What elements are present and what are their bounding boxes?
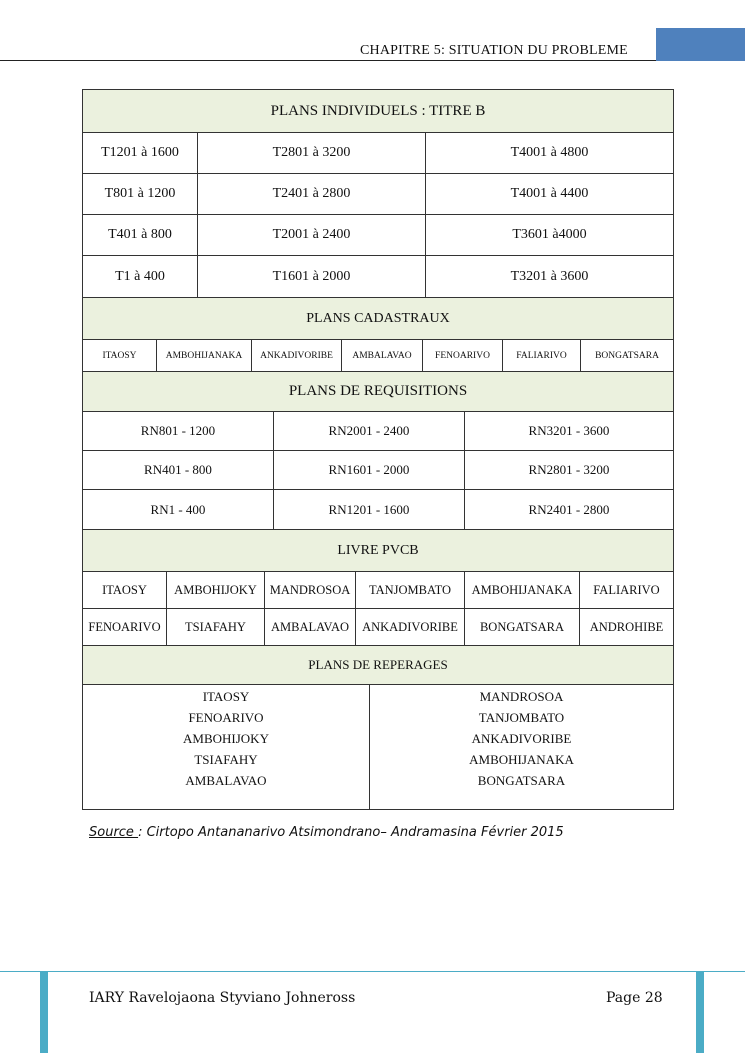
reperages-left-column <box>83 685 370 809</box>
list-item: BONGATSARA <box>477 773 566 788</box>
table-cell: RN801 - 1200 <box>83 412 274 450</box>
table-cell: MANDROSOA <box>265 572 356 608</box>
table-row <box>83 133 673 174</box>
table-row <box>83 174 673 215</box>
table-header: PLANS DE REPERAGES <box>83 646 673 685</box>
table-cell: AMBOHIJANAKA <box>465 572 580 608</box>
table-cell: TSIAFAHY <box>167 609 265 646</box>
table-cell: T2801 à 3200 <box>198 133 426 173</box>
table-header: LIVRE PVCB <box>83 530 673 572</box>
footer-right-bar <box>696 971 704 1053</box>
list-item: ANKADIVORIBE <box>471 731 572 746</box>
table-cell: RN1601 - 2000 <box>274 451 465 489</box>
table-cell: RN401 - 800 <box>83 451 274 489</box>
table-cell: ANDROHIBE <box>589 620 664 634</box>
table-cell: T1 à 400 <box>83 256 198 297</box>
footer-left-bar <box>40 971 48 1053</box>
list-item: MANDROSOA <box>479 689 564 704</box>
chapter-title: CHAPITRE 5: SITUATION DU PROBLEME <box>360 43 628 58</box>
table-cell: RN2801 - 3200 <box>528 462 610 477</box>
table-header: PLANS INDIVIDUELS : TITRE B <box>83 90 673 133</box>
list-item: TANJOMBATO <box>478 710 565 725</box>
table-cell: T4001 à 4800 <box>510 145 589 160</box>
page-number: Page 28 <box>606 990 663 1006</box>
list-item: AMBOHIJOKY <box>183 731 269 746</box>
table-cell: RN1201 - 1600 <box>274 490 465 529</box>
table-cell: T2001 à 2400 <box>198 215 426 255</box>
table-cell: T2401 à 2800 <box>198 174 426 214</box>
header-rule <box>0 60 656 61</box>
table-row <box>83 256 673 297</box>
list-item: TSIAFAHY <box>194 752 258 767</box>
plans-requisitions-table <box>82 371 674 530</box>
table-header: PLANS DE REQUISITIONS <box>83 372 673 412</box>
table-row <box>83 490 673 529</box>
source-label: Source <box>89 825 139 840</box>
table-cell: ANKADIVORIBE <box>356 609 465 646</box>
table-row <box>83 340 673 372</box>
source-text: : Cirtopo Antananarivo Atsimondrano– Andramasina Février 2015 <box>138 825 564 840</box>
table-cell: T3201 à 3600 <box>510 268 589 284</box>
table-cell: T801 à 1200 <box>83 174 198 214</box>
table-cell: FALIARIVO <box>503 340 581 372</box>
table-cell: AMBALAVAO <box>265 609 356 646</box>
list-item: AMBOHIJANAKA <box>469 752 574 767</box>
plans-individuels-table <box>82 89 674 298</box>
source-caption <box>89 825 564 840</box>
table-cell: T3601 à4000 <box>512 227 587 242</box>
table-cell: ITAOSY <box>83 572 167 608</box>
table-cell: AMBALAVAO <box>342 340 423 372</box>
table-cell: RN3201 - 3600 <box>528 423 610 438</box>
table-cell: AMBOHIJOKY <box>167 572 265 608</box>
table-cell: BONGATSARA <box>595 351 659 361</box>
table-cell: ANKADIVORIBE <box>252 340 342 372</box>
table-cell: RN2001 - 2400 <box>274 412 465 450</box>
table-header: PLANS CADASTRAUX <box>83 298 673 340</box>
list-item: FENOARIVO <box>188 710 264 725</box>
table-cell: RN1 - 400 <box>83 490 274 529</box>
table-cell: T401 à 800 <box>83 215 198 255</box>
table-cell: BONGATSARA <box>465 609 580 646</box>
plans-reperages-table <box>82 645 674 810</box>
table-cell: FENOARIVO <box>423 340 503 372</box>
table-row <box>83 412 673 451</box>
plans-cadastraux-table <box>82 297 674 373</box>
list-item: ITAOSY <box>202 689 250 704</box>
table-cell: ITAOSY <box>83 340 157 372</box>
table-cell: FALIARIVO <box>593 582 660 597</box>
table-cell: T4001 à 4400 <box>510 186 589 201</box>
table-cell: FENOARIVO <box>83 609 167 646</box>
table-row <box>83 609 673 646</box>
reperages-right-column <box>370 685 673 809</box>
table-row <box>83 451 673 490</box>
table-cell: RN2401 - 2800 <box>528 501 610 517</box>
header-color-block <box>656 28 745 61</box>
footer-rule <box>0 971 745 972</box>
table-cell: AMBOHIJANAKA <box>157 340 252 372</box>
table-cell: T1601 à 2000 <box>198 256 426 297</box>
list-item: AMBALAVAO <box>185 773 267 788</box>
table-cell: T1201 à 1600 <box>83 133 198 173</box>
footer-author: IARY Ravelojaona Styviano Johneross <box>89 990 356 1006</box>
table-cell: TANJOMBATO <box>356 572 465 608</box>
table-row <box>83 215 673 256</box>
reperages-columns <box>83 685 673 809</box>
table-row <box>83 572 673 609</box>
livre-pvcb-table <box>82 529 674 647</box>
